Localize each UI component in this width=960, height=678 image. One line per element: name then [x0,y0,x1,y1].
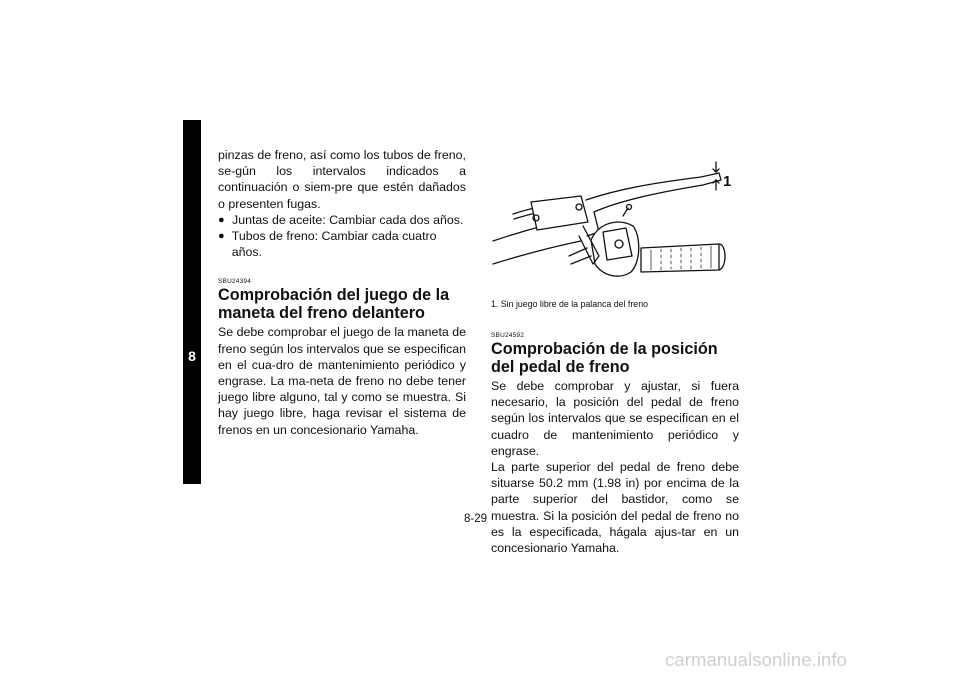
intro-paragraph: pinzas de freno, así como los tubos de freno, se-gún los intervalos indicados a continuación o siem-pre que estén dañados o presenten fugas. [218,148,466,211]
chapter-tab [183,120,201,484]
bullet-text: Tubos de freno: Cambiar cada cuatro años. [231,229,437,260]
figure-caption: 1. Sin juego libre de la palanca del freno [491,299,648,309]
bullet-item [218,228,466,260]
page-number: 8-29 [464,513,488,525]
chapter-number: 8 [188,348,196,364]
brake-lever-illustration [491,160,745,298]
section-body: Se debe comprobar y ajustar, si fuera necesario, la posición del pedal de freno según los intervalos que se especifican en el cuadro de mantenimiento periódico y engrase. [491,379,739,458]
section-heading: Comprobación de la posición del pedal de freno [491,340,718,376]
figure-callout-label: 1 [723,173,732,190]
section-body: La parte superior del pedal de freno debe situarse 50.2 mm (1.98 in) por encima de la parte superior del bastidor, como se muestra. Si la posición del pedal de freno no es la especificada, hágala ajus-tar en un concesionario Yamaha. [491,460,739,556]
right-column [491,332,739,556]
left-column [218,147,466,438]
section-heading: Comprobación del juego de la maneta del freno delantero [218,286,450,322]
bullet-icon: ● [218,213,225,226]
watermark-text: carmanualsonline.info [665,649,848,670]
section-body: Se debe comprobar el juego de la maneta de freno según los intervalos que se especifican en el cua-dro de mantenimiento periódico y engrase. La ma-neta de freno no debe tener juego libre alguno, tal y como se muestra. Si hay juego libre, haga revisar el sistema de frenos en un concesionario Yamaha. [218,325,466,437]
bullet-icon: ● [218,230,225,243]
section-code: SBU24394 [218,278,252,286]
bullet-item [218,212,466,228]
section-code: SBU24592 [491,332,525,339]
bullet-text: Juntas de aceite: Cambiar cada dos años. [232,212,464,227]
